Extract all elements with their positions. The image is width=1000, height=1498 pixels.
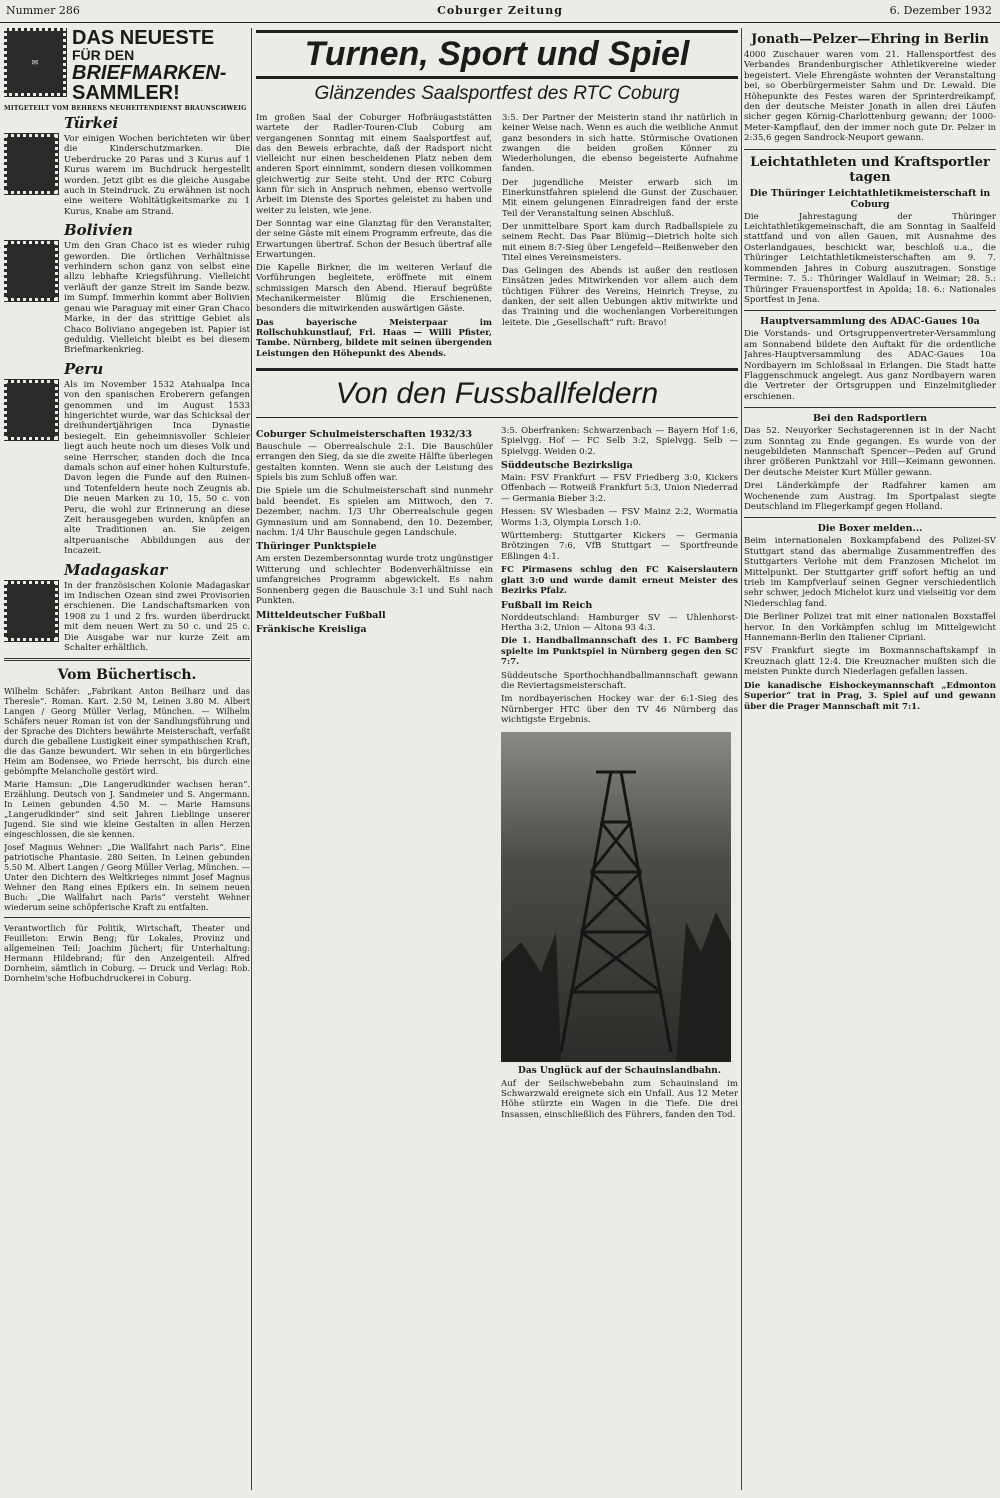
paragraph: Das bayerische Meisterpaar im Rollschuhkunstlauf, Frl. Haas — Willi Pfister, Tambe. Nürnberg, bildete mit seinen übergenden Leistungen den Höhepunkt des Abends. bbox=[256, 317, 492, 359]
football-section-header: Von den Fussballfeldern bbox=[256, 368, 738, 418]
country-text: In der französischen Kolonie Madagaskar im Indischen Ozean sind zwei Provisorien erschienen. Die Landschaftsmarken von 1908 zu 1 und 2 frs. wurden überdruckt mit dem neuen Wert zu 50 c. und 25 c. Die Ausgabe war nur kurze Zeit am Schalter erhältlich. bbox=[64, 580, 250, 654]
country-block bbox=[4, 380, 250, 557]
newspaper-name: Coburger Zeitung bbox=[437, 4, 563, 17]
stamp-image bbox=[4, 134, 58, 194]
issue-number: Nummer 286 bbox=[6, 4, 80, 17]
paragraph: Das 52. Neuyorker Sechstagerennen ist in der Nacht zum Sonntag zu Ende gegangen. Es wurde von der neugebildeten Mannschaft Spencer—Peden auf Grund ihrer größeren Punktzahl vor Hill—Keimann gewonnen. Der deutsche Meister Kurt Müller gewann. bbox=[744, 426, 996, 478]
country-heading-madagaskar: Madagaskar bbox=[64, 560, 168, 579]
ad-title: DAS NEUESTE FÜR DEN BRIEFMARKEN- SAMMLER! bbox=[72, 28, 227, 104]
country-block bbox=[4, 241, 250, 355]
divider bbox=[744, 407, 996, 408]
subheading: Die Boxer melden... bbox=[817, 523, 923, 535]
football-body bbox=[256, 426, 738, 1123]
divider bbox=[744, 517, 996, 518]
subheading: Mitteldeutscher Fußball bbox=[256, 609, 386, 621]
subheading: Thüringer Punktspiele bbox=[256, 541, 377, 553]
paragraph: Der Sonntag war eine Glanztag für den Veranstalter, der seine Gäste mit einem Programm erfreute, das die Erwartungen übertraf. Schon der Besuch übertraf alle Erwartungen. bbox=[256, 218, 492, 260]
paragraph: Die Spiele um die Schulmeisterschaft sind nunmehr bald beendet. Es spielen am Mittwoch, den 7. Dezember, nachm. 1/3 Uhr Oberrealschule gegen Gymnasium und am Sonnabend, den 10. Dezember, nachm. 1/4 Uhr Bauschule gegen Landschule. bbox=[256, 486, 493, 539]
paragraph: Die Kapelle Birkner, die im weiteren Verlauf die Vorführungen begleitete, eröffnete mit einem schmissigen Marsch den Abend. Hierauf begrüßte Mechanikermeister Blümig die Erschienenen, besonders die mitwirkenden auswärtigen Gäste. bbox=[256, 263, 492, 315]
subheading: Bei den Radsportlern bbox=[812, 413, 928, 425]
paragraph: Württemberg: Stuttgarter Kickers — Germania Brötzingen 7:6, VfB Stuttgart — Sportfreunde Eßlingen 4:1. bbox=[501, 531, 738, 562]
stamp-image bbox=[4, 380, 58, 440]
subheading: Hauptversammlung des ADAC-Gaues 10a bbox=[760, 316, 980, 328]
divider bbox=[4, 917, 250, 918]
stamp-image bbox=[4, 241, 58, 301]
review-paragraph: Josef Magnus Wehner: „Die Wallfahrt nach Paris“. Eine patriotische Phantasie. 280 Seiten. In Leinen gebunden 5.50 M. Albert Langen / Georg Müller Verlag, München. — Unter den Dichtern des Weltkrieges nimmt Josef Magnus Wehner den Rang eines Epikers ein. In seinem neuen Buch: „Die Wallfahrt nach Paris“ versteht Wehner wiederum seine schöpferische Kraft zu entfalten. bbox=[4, 842, 250, 913]
country-heading-bolivien: Bolivien bbox=[64, 221, 133, 240]
paragraph: FC Pirmasens schlug den FC Kaiserslautern glatt 3:0 und wurde damit erneut Meister des Bezirks Pfalz. bbox=[501, 565, 738, 597]
left-column bbox=[4, 28, 250, 1490]
masthead bbox=[0, 0, 1000, 23]
country-text: Als im November 1532 Atahualpa Inca von den spanischen Eroberern gefangen genommen und im August 1533 hingerichtet wurde, war das Schicksal der dreihundertjährigen Inca Dynastie besiegelt. Ein geheimnisvoller Schleier liegt auch heute noch um dieses Volk und seine Herrscher, standen doch die Inca damals schon auf einer hohen Kulturstufe. Davon legen die Funde auf den Ruinen- und Totenfeldern heute noch Zeugnis ab. Die neuen Marken zu 10, 15, 50 c. von Peru, die wohl zur Erinnerung an diese Zeit herausgegeben wurden, knüpfen an alte Traditionen an. Sie zeigen altperuanische Abbildungen aus der Incazeit. bbox=[64, 379, 250, 557]
paragraph: Main: FSV Frankfurt — FSV Friedberg 3:0, Kickers Offenbach — Rotweiß Frankfurt 5:3, Union Niederrad — Germania Bieber 3:2. bbox=[501, 473, 738, 504]
subheading: Die Thüringer Leichtathletikmeisterschaft in Coburg bbox=[749, 187, 991, 210]
country-heading-peru: Peru bbox=[64, 359, 104, 378]
book-reviews bbox=[4, 667, 250, 983]
paragraph: Das Gelingen des Abends ist außer den restlosen Einsätzen jedes Mitwirkenden vor allem auch dem tüchtigen Führer des Vereins, Heinrich Treyse, zu danken, der seit allen Uebungen aktiv mitwirkte und das Training und die wochenlangen Vorbereitungen leitete. Die „Gesellschaft“ ruft: Bravo! bbox=[502, 266, 738, 328]
country-text: Um den Gran Chaco ist es wieder ruhig geworden. Die örtlichen Verhältnisse verhindern schon ganz von selbst eine allzu lebhafte Kriegsführung. Vielleicht verläuft der ganze Streit im Sande bezw. im Sumpf. Immerhin kommt aber Bolivien genau wie Paraguay mit einer Gran Chaco Marke, in der das strittige Gebiet als Chaco Boliviano angegeben ist. Papier ist geduldig. Vielleicht bleibt es bei diesem Briefmarkenkrieg. bbox=[64, 241, 250, 356]
article-headline: Leichtathleten und Kraftsportler tagen bbox=[750, 154, 990, 185]
right-column bbox=[744, 28, 996, 1490]
divider bbox=[4, 658, 250, 661]
stamp-image bbox=[4, 581, 58, 641]
paragraph: Im großen Saal der Coburger Hofbräugaststätten wartete der Radler-Touren-Club Coburg am vergangenen Sonntag mit einem Saalsportfest auf, das den Beweis erbrachte, daß der Radsport nicht vielleicht nur einen bescheidenen Platz neben dem anderen Sport einnimmt, sondern diesen vollkommen gleichwertig zur Seite steht. Und der RTC Coburg kann für sich in Anspruch nehmen, ebenso wertvolle Arbeit im Dienste des Sportes geleistet zu haben und weiter zu leisten, wie jene. bbox=[256, 113, 492, 216]
divider bbox=[744, 149, 996, 150]
column-divider bbox=[741, 28, 742, 1490]
paragraph: Die Jahrestagung der Thüringer Leichtathletikgemeinschaft, die am Sonntag in Saalfeld stattfand und von allen Gauen, mit Ausnahme des Osterlandgaues, beschickt war, beschloß u.a., die Thüringer Leichtathletikmeisterschaften am 9. 7. kommenden Jahres in Coburg auszutragen. Sonstige Termine: 7. 5.: Thüringer Waldlauf in Weimar; 28. 5.: Thüringer Frauensportfest in Apolda; 18. 6.: Nationales Sportfest in Jena. bbox=[744, 211, 996, 305]
article-headline: Jonath—Pelzer—Ehring in Berlin bbox=[751, 32, 989, 47]
paragraph: Die Vorstands- und Ortsgruppenvertreter-Versammlung am Sonnabend bildete den Auftakt für die ordentliche Jahres-Hauptversammlung des ADAC-Gaues 10a Nordbayern im Schloßsaal in Erlangen. Die Stadt hatte Flaggenschmuck angelegt. Aus ganz Nordbayern waren die Vertreter der Ortsgruppen und Einzelmitglieder erschienen. bbox=[744, 329, 996, 402]
paragraph: Die 1. Handballmannschaft des 1. FC Bamberg spielte im Punktspiel in Nürnberg gegen den SC 7:7. bbox=[501, 636, 738, 668]
paragraph: Der jugendliche Meister erwarb sich im Einerkunstfahren spielend die Gunst der Zuschauer. Mit einem gelungenen Einradreigen fand der erste Teil der Veranstaltung seinen Abschluß. bbox=[502, 177, 738, 219]
article-body bbox=[256, 113, 738, 362]
subheading: Fränkische Kreisliga bbox=[256, 623, 367, 635]
paragraph: 3:5. Oberfranken: Schwarzenbach — Bayern Hof 1:6, Spielvgg. Hof — FC Selb 3:2, Spielvgg. Selb — Spielvgg. Weiden 0:2. bbox=[501, 425, 738, 457]
paragraph: Im nordbayerischen Hockey war der 6:1-Sieg des Nürnberger HTC über den TV 46 Nürnberg das wichtigste Ergebnis. bbox=[501, 694, 738, 726]
review-paragraph: Marie Hamsun: „Die Langerudkinder wachsen heran“. Erzählung. Deutsch von J. Sandmeier und S. Angermann. In Leinen gebunden 4.50 M. — Marie Hamsuns „Langerudkinder“ sind seit Jahren Lieblinge unserer Jugend. Sie sind wie kleine Gestalten in allen Herzen eingeschlossen, die sie kennen. bbox=[4, 779, 250, 840]
paragraph: FSV Frankfurt siegte im Boxmannschaftskampf in Kreuznach glatt 12:4. Die Kreuznacher mußten sich die meisten Punkte durch Niederlagen gefallen lassen. bbox=[744, 646, 996, 678]
middle-column bbox=[256, 28, 738, 1490]
paragraph: Die Berliner Polizei trat mit einer nationalen Boxstaffel hervor. In den Vorkämpfen schlug im Mittelgewicht Hannemann-Berlin den Italiener Cipriani. bbox=[744, 612, 996, 644]
paragraph: Süddeutsche Sporthochhandballmannschaft gewann die Reviertagsmeisterschaft. bbox=[501, 670, 738, 691]
country-block bbox=[4, 581, 250, 654]
paragraph: Hessen: SV Wiesbaden — FSV Mainz 2:2, Wormatia Worms 1:3, Olympia Lorsch 1:0. bbox=[501, 507, 738, 528]
cable-car-photo bbox=[501, 732, 731, 1062]
column-divider bbox=[251, 28, 252, 1490]
review-paragraph: Wilhelm Schäfer: „Fabrikant Anton Beilharz und das Theresle“. Roman. Kart. 2.50 M, Leinen 3.80 M. Albert Langen / Georg Müller Verlag, München. — Wilhelm Schäfers neuer Roman ist von der Sandlungsführung und der Sprache des Dichters bewährte Meisterschaft, verfaßt durch die geballene Lustigkeit einer sympathischen Kraft, die das Ganze bewundert. Wir sehen in ein bürgerliches Heim am Bodensee, wo Friede herrscht, bis durch eine gebömpfte Melancholie gestört wird. bbox=[4, 686, 250, 777]
imprint: Verantwortlich für Politik, Wirtschaft, Theater und Feuilleton: Erwin Beng; für Lokales, Provinz und allgemeinen Teil: Joachim Jüchert; für Unterhaltung: Hermann Hildebrand; für den Anzeigenteil: Alfred Dornheim, sämtlich in Coburg. — Druck und Verlag: Rob. Dornheim'sche Hofbuchdruckerei in Coburg. bbox=[4, 923, 250, 984]
subheading: Süddeutsche Bezirksliga bbox=[501, 460, 633, 472]
paragraph: Beim internationalen Boxkampfabend des Polizei-SV Stuttgart stand das abermalige Zusammentreffen des Stuttgarters Verlohe mit dem Franzosen Michelot im Mittelpunkt. Der Stuttgarter griff sofort heftig an und trieb im Kampfverlauf seinen Gegner verschiedentlich sehr schwer, jedoch Michelot kurz und vielseitig vor dem Niederschlag fand. bbox=[744, 536, 996, 609]
paragraph: Die kanadische Eishockeymannschaft „Edmonton Superior“ trat in Prag, 3. Spiel auf und gewann über die Prager Mannschaft mit 7:1. bbox=[744, 680, 996, 712]
article-headline: Glänzendes Saalsportfest des RTC Coburg bbox=[314, 83, 680, 104]
paragraph: 3:5. Der Partner der Meisterin stand ihr natürlich in keiner Weise nach. Wenn es auch die weibliche Anmut ganz besonders in sich hatte. Stürmische Ovationen zwangen die beiden großen Könner zu Wiederholungen, die ebenso begeisterte Aufnahme fanden. bbox=[502, 113, 738, 175]
paragraph: Am ersten Dezembersonntag wurde trotz ungünstiger Witterung und schlechter Bodenverhältnisse ein umfangreiches Programm abgewickelt. Es nahm Sonnenberg gegen die Bauschule 3:1 und Suhl nach Punkten. bbox=[256, 554, 493, 607]
ad-subtitle: MITGETEILT VOM BEHRENS NEUHEITENDIENST BRAUNSCHWEIG bbox=[4, 105, 247, 112]
paragraph: 4000 Zuschauer waren vom 21. Hallensportfest des Verbandes Brandenburgischer Athletikvereine wieder begeistert. Viele Ehrengäste wohnten der Veranstaltung bei, so Oberbürgermeister Sahm und Dr. Lewald. Die Höhepunkte des Festes waren der Sprinterdreikampf, den der deutsche Meister Jonath in allen drei Läufen sicher gegen Körnig-Charlottenburg gewann; der 1000-Meter-Kampflauf, den der immer noch gute Dr. Pelzer in 2:35,6 gegen Sandrock-Neuport gewann. bbox=[744, 50, 996, 144]
country-heading-turkei: Türkei bbox=[64, 114, 119, 132]
sport-section-header: Turnen, Sport und Spiel bbox=[256, 30, 738, 79]
subheading: Fußball im Reich bbox=[501, 599, 593, 611]
paragraph: Bauschule — Oberrealschule 2:1. Die Bauschüler errangen den Sieg, da sie die zweite Hälfte überlegen gestalten konnten. Wenn sie auch der Leistung des Spiels bis zum Schluß offen war. bbox=[256, 441, 493, 484]
stamp-ad-header bbox=[4, 28, 250, 103]
paragraph: Drei Länderkämpfe der Radfahrer kamen am Wochenende zum Austrag. Im Sportpalast siegte Deutschland im Fliegerkampf gegen Holland. bbox=[744, 481, 996, 512]
paragraph: Der unmittelbare Sport kam durch Radballspiele zu seinem Recht. Das Paar Blümig—Dietrich holte sich mit einem 8:7-Sieg über Lengefeld—Reißenweber den Titel eines Vereinsmeisters. bbox=[502, 221, 738, 263]
paragraph: Norddeutschland: Hamburger SV — Uhlenhorst-Hertha 3:2, Union — Altona 93 4:3. bbox=[501, 612, 738, 633]
photo-caption: Das Unglück auf der Schauinslandbahn. bbox=[518, 1065, 721, 1076]
divider bbox=[744, 310, 996, 311]
issue-date: 6. Dezember 1932 bbox=[889, 4, 992, 17]
subheading: Coburger Schulmeisterschaften 1932/33 bbox=[256, 428, 473, 440]
stamp-image: ✉ bbox=[4, 28, 66, 96]
country-text: Vor einigen Wochen berichteten wir über die Kinderschutzmarken. Die Ueberdrucke 20 Paras und 3 Kurus auf 1 Kurus warem im Buchdruck hergestellt worden. Jetzt gibt es die gleiche Ausgabe auch in Steindruck. Zu erwähnen ist noch eine weitere Wohltätigkeitsmarke zu 1 Kurus, Knabe am Strand. bbox=[64, 134, 250, 217]
caption-text: Auf der Seilschwebebahn zum Schauinsland im Schwarzwald ereignete sich ein Unfall. Aus 12 Meter Höhe stürzte ein Wagen in die Tiefe. Die drei Insassen, einschließlich des Führers, fanden den Tod. bbox=[501, 1078, 738, 1120]
section-title: Vom Büchertisch. bbox=[57, 667, 197, 684]
country-block bbox=[4, 134, 250, 217]
